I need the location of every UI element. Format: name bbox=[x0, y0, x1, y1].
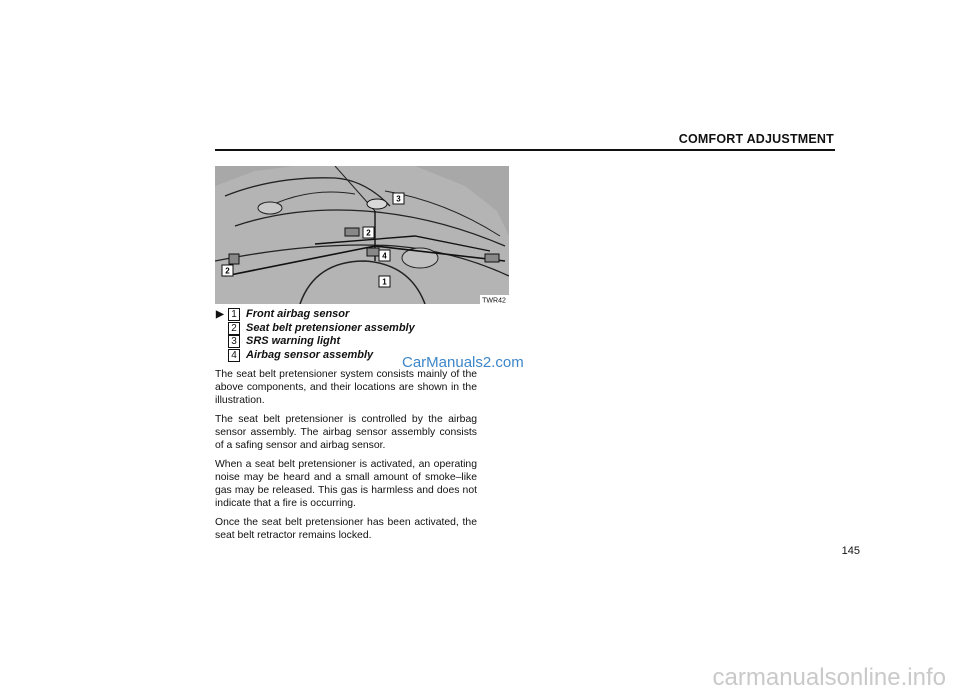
callout-label: 4 bbox=[382, 251, 387, 261]
legend bbox=[216, 308, 415, 362]
legend-item bbox=[216, 322, 415, 336]
pointer-icon: ▶ bbox=[216, 309, 224, 320]
legend-label: Airbag sensor assembly bbox=[246, 348, 374, 361]
callout-label: 3 bbox=[396, 194, 401, 204]
legend-number: 2 bbox=[228, 322, 240, 335]
legend-label: Front airbag sensor bbox=[246, 308, 350, 320]
footer-site-link[interactable]: carmanualsonline.info bbox=[712, 664, 946, 691]
legend-label: SRS warning light bbox=[246, 335, 341, 347]
body-paragraph: When a seat belt pretensioner is activated, an operating noise may be heard and a small amount of smoke–like gas may be released. This gas is harmless and does not indicate that a fire is occurring. bbox=[215, 459, 477, 509]
legend-label: Seat belt pretensioner assembly bbox=[246, 321, 415, 334]
section-title: COMFORT ADJUSTMENT bbox=[678, 132, 834, 146]
watermark-link[interactable]: CarManuals2.com bbox=[402, 354, 524, 371]
callout-label: 1 bbox=[382, 277, 387, 287]
legend-number: 4 bbox=[228, 349, 240, 362]
legend-number: 1 bbox=[228, 308, 240, 321]
legend-number: 3 bbox=[228, 335, 240, 348]
header-rule bbox=[215, 149, 835, 151]
body-text bbox=[215, 368, 477, 548]
illustration-code: TWR42 bbox=[482, 297, 506, 304]
body-paragraph: The seat belt pretensioner system consists mainly of the above components, and their locations are shown in the illustration. bbox=[215, 369, 477, 406]
legend-item bbox=[216, 335, 415, 349]
body-paragraph: Once the seat belt pretensioner has been activated, the seat belt retractor remains locked. bbox=[215, 517, 477, 541]
callout-label: 2 bbox=[225, 266, 230, 276]
callout-label: 2 bbox=[366, 228, 371, 238]
body-paragraph: The seat belt pretensioner is controlled by the airbag sensor assembly. The airbag sensor assembly consists of a safing sensor and airbag sensor. bbox=[215, 414, 477, 451]
car-srs-illustration bbox=[215, 166, 509, 304]
legend-item bbox=[216, 349, 415, 363]
legend-item bbox=[216, 308, 415, 322]
page-number: 145 bbox=[841, 545, 860, 557]
